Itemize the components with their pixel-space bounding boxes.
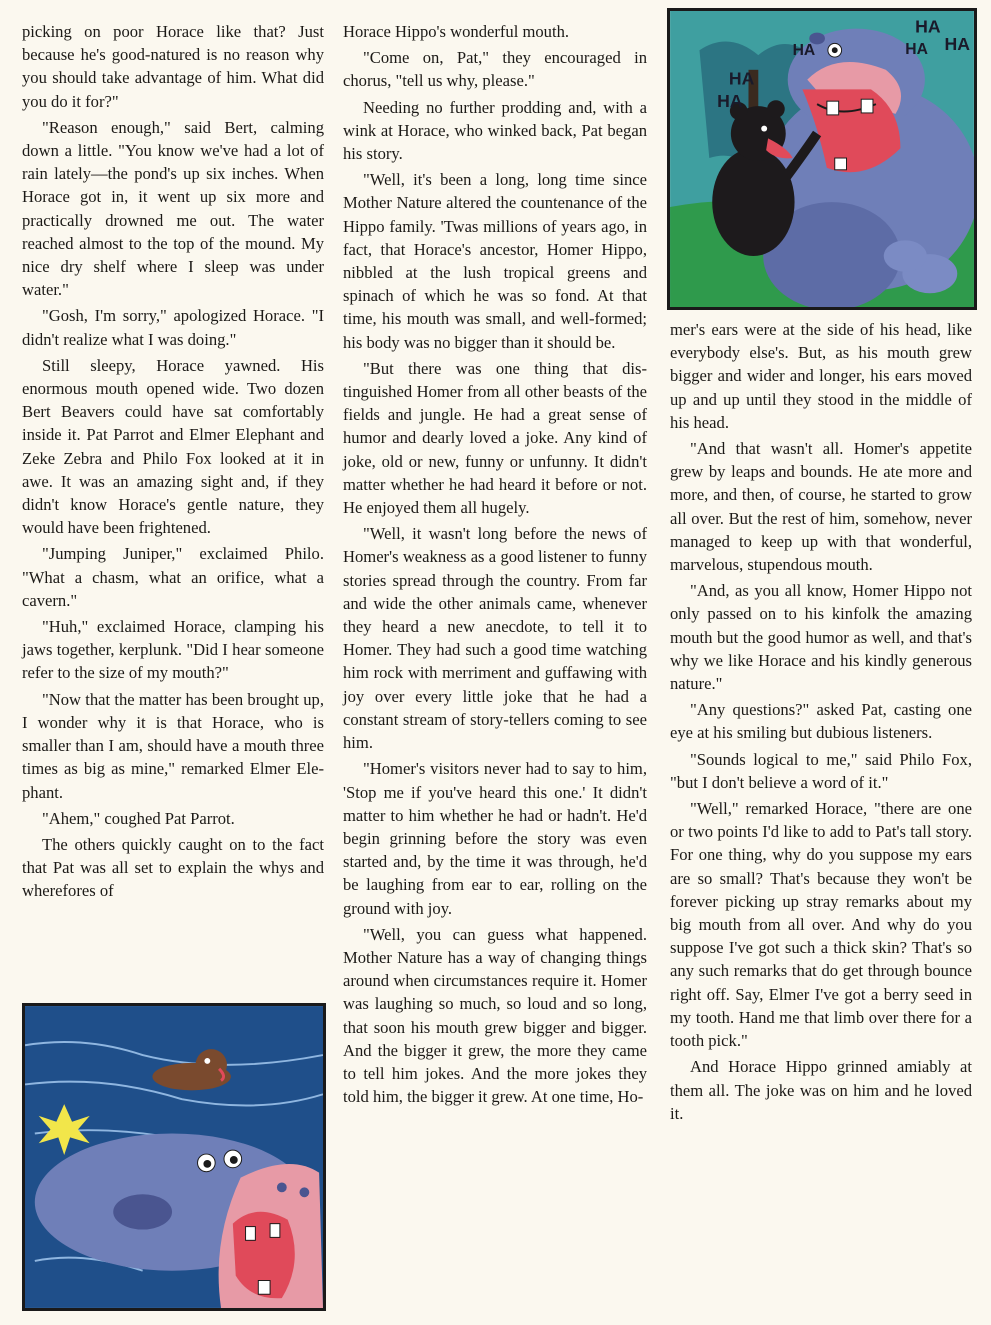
- text-column-2: [343, 20, 647, 1111]
- paragraph: mer's ears were at the side of his head, like everybody else's. But, as his mouth grew bigger and wider and longer, his ears moved up and up until they stood in the middle of his head.: [670, 320, 972, 432]
- paragraph: Horace Hippo's wonderful mouth.: [343, 22, 570, 41]
- illustration-hippo-in-pond: [22, 1003, 326, 1311]
- paragraph: "But there was one thing that distinguished Homer from all other beasts of the fields and jungle. He had a great sense of humor and dearly loved a joke. Any kind of joke, old or new, funny or unfunny. It didn't matter whether he had heard it before or not. He enjoyed them all hugely.: [343, 358, 647, 518]
- text-column-1: [22, 20, 324, 906]
- paragraph: "Sounds logical to me," said Philo Fox, "but I don't believe a word of it.": [670, 749, 972, 792]
- laugh-word: HA: [905, 41, 928, 59]
- laugh-word: HA: [915, 16, 941, 37]
- hippo-pond-drawing: [25, 1006, 323, 1308]
- laugh-word: HA: [728, 68, 755, 89]
- paragraph: "And, as you all know, Homer Hippo not only passed on to his kinfolk the amazing mouth but the good humor as well, and that's why we like Horace and his kindly generous nature.": [670, 581, 972, 694]
- illustration-laughing-hippo-and-bear: [667, 8, 977, 310]
- paragraph: "Well, it's been a long, long time since Mother Nature altered the countenance of the Hippo family. 'Twas millions of years ago, in fact, that Horace's ancestor, Homer Hippo, nibbled at the lush tropical greens and spinach of which he was so fond. At that time, his mouth was small, and well-formed; his body was no bigger than it should be.: [343, 170, 647, 352]
- paragraph: "Well," remarked Horace, "there are one or two points I'd like to add to Pat's tall story. For one thing, why do you suppose my ears are so small? That's because they won't be forever picking up stray remarks about my big mouth from all over. And why do you suppose I've got such a thick skin? That's so any such remarks that do get through bounce right off. Say, Elmer I've got a berry seed in my tooth. Hand me that limb over there for a tooth pick.": [670, 799, 972, 1051]
- laugh-word: HA: [944, 34, 970, 55]
- laugh-word: HA: [717, 91, 743, 112]
- paragraph: Needing no further prodding and, with a wink at Horace, who winked back, Pat began his story.: [343, 97, 647, 164]
- paragraph: "Ahem," coughed Pat Parrot.: [42, 808, 235, 828]
- text-column-3: [670, 318, 972, 1128]
- paragraph: "Now that the matter has been brought up, I wonder why it is that Horace, who is smaller than I am, should have a mouth three times as big as mine," remarked Elmer Elephant.: [22, 689, 324, 802]
- paragraph: picking on poor Horace like that? Just because he's good-natured is no reason why you should take advantage of him. What did you do it for?": [22, 22, 324, 111]
- paragraph: "Huh," exclaimed Horace, clamping his jaws together, kerplunk. "Did I hear someone refer to the size of my mouth?": [22, 617, 324, 683]
- paragraph: "Reason enough," said Bert, calming down a little. "You know we've had a lot of rain lately—the pond's up six inches. When Horace got in, it went up six more and practically drowned me out. The water reached almost to the top of the mound. My nice dry shelf where I sleep was under water.": [22, 117, 324, 300]
- paragraph: And Horace Hippo grinned amiably at them all. The joke was on him and he loved it.: [670, 1057, 972, 1123]
- paragraph: "And that wasn't all. Homer's appetite grew by leaps and bounds. He ate more and more, and then, of course, he started to grow all over. But the rest of him, somehow, never managed to keep up with that wonderful, marvelous, stupendous mouth.: [670, 439, 972, 575]
- paragraph: "Well, it wasn't long before the news of Homer's weakness as a good listener to funny stories spread through the country. From far and wide the other animals came, whenever they heard a new anecdote, to tell it to Homer. They had such a good time watching him rock with merriment and guffawing with joy over every little joke that he had a constant stream of story-tellers coming to see him.: [343, 524, 647, 753]
- paragraph: "Gosh, I'm sorry," apologized Horace. "I didn't realize what I was doing.": [22, 306, 324, 349]
- laugh-word: HA: [792, 42, 816, 60]
- paragraph: "Jumping Juniper," exclaimed Philo. "What a chasm, what an orifice, what a cavern.": [22, 544, 324, 610]
- paragraph: "Well, you can guess what happened. Mother Nature has a way of changing things around when circumstances require it. Homer was laughing so much, so loud and so long, that soon his mouth grew bigger and bigger. And the bigger it grew, the more they came to tell him jokes. And the more jokes they told him, the bigger it grew. At one time, Ho-: [343, 924, 647, 1107]
- paragraph: "Homer's visitors never had to say to him, 'Stop me if you've heard this one.' It didn't matter to him whether he had or hadn't. He'd begin grinning before the story was even started and, by the time it was through, he'd be laughing from ear to ear, rolling on the ground with joy.: [343, 759, 647, 918]
- paragraph: "Any questions?" asked Pat, casting one eye at his smiling but dubious listeners.: [670, 700, 972, 743]
- paragraph: Still sleepy, Horace yawned. His enormous mouth opened wide. Two dozen Bert Beavers could have sat comfortably inside it. Pat Parrot and Elmer Elephant and Zeke Zebra and Philo Fox looked at it in awe. It was an amazing sight and, if they didn't know Horace's gentle nature, they would have been frightened.: [22, 355, 324, 538]
- laughing-hippo-drawing: [670, 11, 974, 307]
- paragraph: "Come on, Pat," they encouraged in chorus, "tell us why, please.": [343, 48, 647, 91]
- paragraph: The others quickly caught on to the fact that Pat was all set to explain the whys and wherefores of: [22, 834, 324, 901]
